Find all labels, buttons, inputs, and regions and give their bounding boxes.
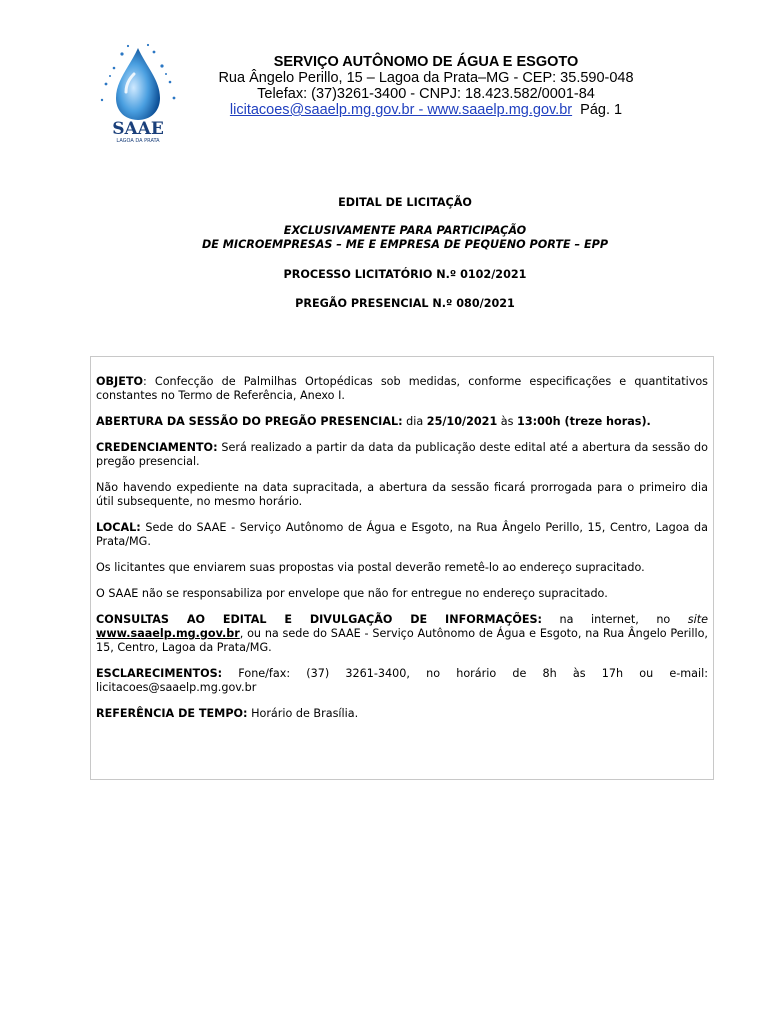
- esclarecimentos-text: Fone/fax: (37) 3261-3400, no horário de 8h às 17h ou e-mail:: [222, 667, 708, 680]
- consultas-paragraph: [96, 613, 708, 655]
- org-name: SERVIÇO AUTÔNOMO DE ÁGUA E ESGOTO: [273, 54, 579, 70]
- abertura-label: ABERTURA DA SESSÃO DO PREGÃO PRESENCIAL:: [96, 415, 403, 428]
- referencia-text: Horário de Brasília.: [247, 707, 359, 720]
- consultas-site-link[interactable]: www.saaelp.mg.gov.br: [96, 627, 240, 640]
- exclusive-line-2: DE MICROEMPRESAS – ME E EMPRESA DE PEQUENO PORTE – EPP: [201, 238, 609, 251]
- credenciamento-label: CREDENCIAMENTO:: [96, 441, 218, 454]
- objeto-text: : Confecção de Palmilhas Ortopédicas sob medidas, conforme especificações e quantitativos constantes no Termo de Referência, Anexo I.: [96, 375, 708, 402]
- responsabiliza-paragraph: O SAAE não se responsabiliza por envelope que não for entregue no endereço supracitado.: [96, 587, 608, 600]
- edital-title: EDITAL DE LICITAÇÃO: [338, 196, 472, 209]
- site-link[interactable]: www.saaelp.mg.gov.br: [427, 102, 573, 118]
- consultas-site-word: site: [687, 613, 708, 626]
- referencia-paragraph: [96, 707, 708, 721]
- info-box: [90, 356, 714, 780]
- esclarecimentos-paragraph: [96, 667, 708, 695]
- title-block: [90, 196, 720, 311]
- esclarecimentos-label: ESCLARECIMENTOS:: [96, 667, 223, 680]
- referencia-label: REFERÊNCIA DE TEMPO:: [96, 707, 248, 720]
- address-line: Rua Ângelo Perillo, 15 – Lagoa da Prata–MG - CEP: 35.590-048: [218, 70, 634, 86]
- consultas-label: CONSULTAS AO EDITAL E DIVULGAÇÃO DE INFORMAÇÕES:: [96, 613, 543, 626]
- objeto-paragraph: [96, 375, 708, 403]
- local-text: Sede do SAAE - Serviço Autônomo de Água e Esgoto, na Rua Ângelo Perillo, 15, Centro, Lagoa da Prata/MG.: [96, 521, 708, 548]
- consultas-text-2: , ou na sede do SAAE - Serviço Autônomo de Água e Esgoto, na Rua Ângelo Perillo, 15, Centro, Lagoa da Prata/MG.: [96, 627, 708, 654]
- abertura-as: às: [497, 415, 518, 428]
- exclusive-line-1: EXCLUSIVAMENTE PARA PARTICIPAÇÃO: [283, 224, 527, 237]
- pregao-title: PREGÃO PRESENCIAL N.º 080/2021: [295, 297, 515, 310]
- abertura-date: 25/10/2021: [426, 415, 498, 428]
- phone-cnpj-line: Telefax: (37)3261-3400 - CNPJ: 18.423.582/0001-84: [257, 86, 595, 102]
- consultas-text-1: na internet, no: [542, 613, 688, 626]
- logo-subtext: LAGOA DA PRATA: [116, 138, 160, 144]
- objeto-label: OBJETO: [96, 375, 143, 388]
- processo-title: PROCESSO LICITATÓRIO N.º 0102/2021: [283, 268, 527, 281]
- email-link[interactable]: licitacoes@saaelp.mg.gov.br -: [229, 102, 428, 118]
- nao-havendo-paragraph: Não havendo expediente na data supracitada, a abertura da sessão ficará prorrogada para o primeiro dia útil subsequente, no mesmo horário.: [96, 481, 708, 508]
- links-line: [196, 102, 656, 118]
- saae-logo: [92, 40, 184, 144]
- local-label: LOCAL:: [96, 521, 141, 534]
- abertura-time: 13:00h (treze horas).: [517, 415, 651, 428]
- page-number: Pág. 1: [580, 102, 623, 118]
- logo-text: SAAE: [112, 119, 164, 139]
- letterhead: [196, 54, 656, 118]
- licitantes-paragraph: Os licitantes que enviarem suas propostas via postal deverão remetê-lo ao endereço supracitado.: [96, 561, 645, 574]
- local-paragraph: [96, 521, 708, 549]
- credenciamento-text: Será realizado a partir da data da publicação deste edital até a abertura da sessão do pregão presencial.: [96, 441, 708, 468]
- abertura-dia: dia: [402, 415, 427, 428]
- esclarecimentos-email[interactable]: licitacoes@saaelp.mg.gov.br: [96, 681, 257, 694]
- abertura-paragraph: [96, 415, 708, 429]
- credenciamento-paragraph: [96, 441, 708, 469]
